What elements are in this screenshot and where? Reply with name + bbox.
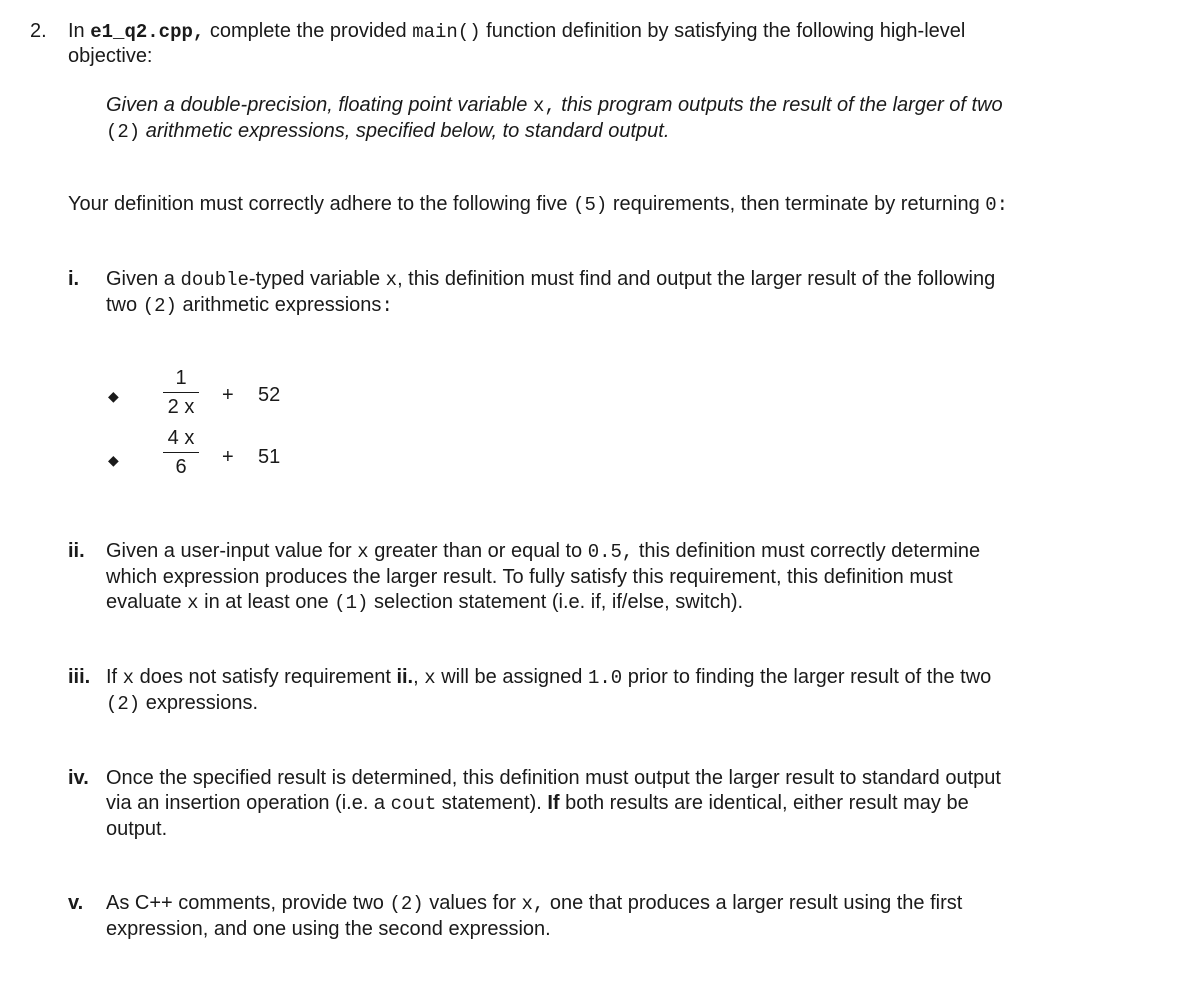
req-i-x: x bbox=[385, 269, 398, 291]
req-i-text-c: , this definition must find and output the larger result of the following bbox=[397, 268, 996, 290]
req-ii-text-c: this definition must correctly determine bbox=[633, 540, 981, 562]
req-i-double: double bbox=[180, 269, 249, 291]
req-iii-line-2 bbox=[106, 691, 258, 717]
req-ii-x: x bbox=[357, 541, 369, 563]
req-iv-text-c: both results are identical, either result may be bbox=[559, 792, 969, 814]
req-ii-value: 0.5, bbox=[587, 541, 634, 563]
expr-1-bullet: ◆ bbox=[108, 388, 119, 404]
expr-2-fraction-bar bbox=[163, 452, 199, 453]
intro-text-a: In bbox=[68, 20, 91, 42]
objective-two: (2) bbox=[106, 121, 141, 143]
expr-2-numerator: 4 x bbox=[167, 427, 195, 449]
expr-2-denominator: 6 bbox=[175, 456, 187, 478]
req-v-x: x, bbox=[521, 893, 545, 915]
intro-text-b: complete the provided bbox=[204, 20, 413, 42]
req-i-text-b: -typed variable bbox=[248, 268, 386, 290]
req-iii-line-1 bbox=[106, 665, 991, 691]
req-i-two: (2) bbox=[142, 295, 177, 317]
objective-text-a: Given a double-precision, floating point variable bbox=[106, 94, 533, 116]
req-intro-b: requirements, then terminate by returning bbox=[607, 193, 986, 215]
objective-line-2 bbox=[106, 119, 669, 145]
req-v-text-b: values for bbox=[423, 892, 522, 914]
expr-2-plus: + bbox=[222, 446, 234, 468]
req-iv-line-3: output. bbox=[106, 818, 168, 840]
req-intro-five: (5) bbox=[573, 194, 608, 216]
req-iii-text-b: does not satisfy requirement bbox=[134, 666, 397, 688]
req-iv-cout: cout bbox=[390, 793, 437, 815]
req-i-text-e: arithmetic expressions bbox=[176, 294, 382, 316]
req-i-colon: : bbox=[381, 295, 393, 317]
expr-1-numerator: 1 bbox=[175, 367, 187, 389]
req-v-text-c: one that produces a larger result using the first bbox=[544, 892, 963, 914]
objective-text-c: arithmetic expressions, specified below, to standard output. bbox=[140, 120, 670, 142]
intro-line-1 bbox=[68, 19, 965, 45]
req-ii-text-b: greater than or equal to bbox=[368, 540, 588, 562]
req-v-marker: v. bbox=[68, 892, 84, 914]
req-intro-zero: 0: bbox=[985, 194, 1009, 216]
req-iii-two: (2) bbox=[106, 693, 141, 715]
intro-text-c: function definition by satisfying the following high-level bbox=[480, 20, 966, 42]
req-iv-line-2 bbox=[106, 791, 969, 817]
req-iii-ref: ii. bbox=[396, 666, 414, 688]
expr-2-constant: 51 bbox=[258, 446, 281, 468]
req-iii-text-f: expressions. bbox=[140, 692, 259, 714]
req-i-text-d: two bbox=[106, 294, 143, 316]
req-ii-line-1 bbox=[106, 539, 980, 565]
req-ii-text-f: selection statement (i.e. if, if/else, switch). bbox=[368, 591, 744, 613]
expr-2-fraction bbox=[161, 427, 201, 478]
req-i-line-2 bbox=[106, 293, 393, 319]
req-iii-marker: iii. bbox=[68, 666, 91, 688]
req-iii-text-e: prior to finding the larger result of the two bbox=[622, 666, 992, 688]
req-ii-x2: x bbox=[187, 592, 199, 614]
req-v-line-2: expression, and one using the second expression. bbox=[106, 918, 551, 940]
req-ii-text-a: Given a user-input value for bbox=[106, 540, 358, 562]
req-iv-if: If bbox=[547, 792, 560, 814]
req-ii-one: (1) bbox=[334, 592, 369, 614]
expr-1-plus: + bbox=[222, 384, 234, 406]
req-ii-line-3 bbox=[106, 590, 743, 616]
req-ii-line-2: which expression produces the larger result. To fully satisfy this requirement, this definition must bbox=[106, 566, 953, 588]
req-iv-text-b: statement). bbox=[436, 792, 548, 814]
req-v-text-a: As C++ comments, provide two bbox=[106, 892, 390, 914]
intro-line-2: objective: bbox=[68, 45, 153, 67]
req-iii-value: 1.0 bbox=[587, 667, 623, 689]
expr-1-constant: 52 bbox=[258, 384, 281, 406]
req-ii-marker: ii. bbox=[68, 540, 85, 562]
req-i-line-1 bbox=[106, 267, 995, 293]
intro-main-fn: main() bbox=[412, 21, 481, 43]
question-number: 2. bbox=[30, 20, 47, 42]
req-ii-text-d: evaluate bbox=[106, 591, 188, 613]
req-iv-text-a: via an insertion operation (i.e. a bbox=[106, 792, 391, 814]
expr-1-denominator: 2 x bbox=[167, 396, 195, 418]
req-iii-text-c: , bbox=[413, 666, 425, 688]
expr-1-fraction bbox=[161, 367, 201, 418]
req-v-line-1 bbox=[106, 891, 962, 917]
req-iv-marker: iv. bbox=[68, 767, 89, 789]
req-iii-x2: x bbox=[424, 667, 436, 689]
req-i-marker: i. bbox=[68, 268, 80, 290]
req-i-text-a: Given a bbox=[106, 268, 181, 290]
req-iii-text-a: If bbox=[106, 666, 123, 688]
expr-1-fraction-bar bbox=[163, 392, 199, 393]
objective-x: x, bbox=[532, 95, 556, 117]
req-v-two: (2) bbox=[389, 893, 424, 915]
requirements-intro bbox=[68, 192, 1008, 218]
objective-text-b: this program outputs the result of the larger of two bbox=[555, 94, 1003, 116]
req-iv-line-1: Once the specified result is determined, this definition must output the larger result to standard output bbox=[106, 767, 1001, 789]
req-intro-a: Your definition must correctly adhere to the following five bbox=[68, 193, 574, 215]
intro-filename: e1_q2.cpp, bbox=[90, 21, 205, 43]
objective-line-1 bbox=[106, 93, 1003, 119]
req-iii-text-d: will be assigned bbox=[435, 666, 588, 688]
req-iii-x: x bbox=[122, 667, 135, 689]
expr-2-bullet: ◆ bbox=[108, 452, 119, 468]
req-ii-text-e: in at least one bbox=[198, 591, 335, 613]
